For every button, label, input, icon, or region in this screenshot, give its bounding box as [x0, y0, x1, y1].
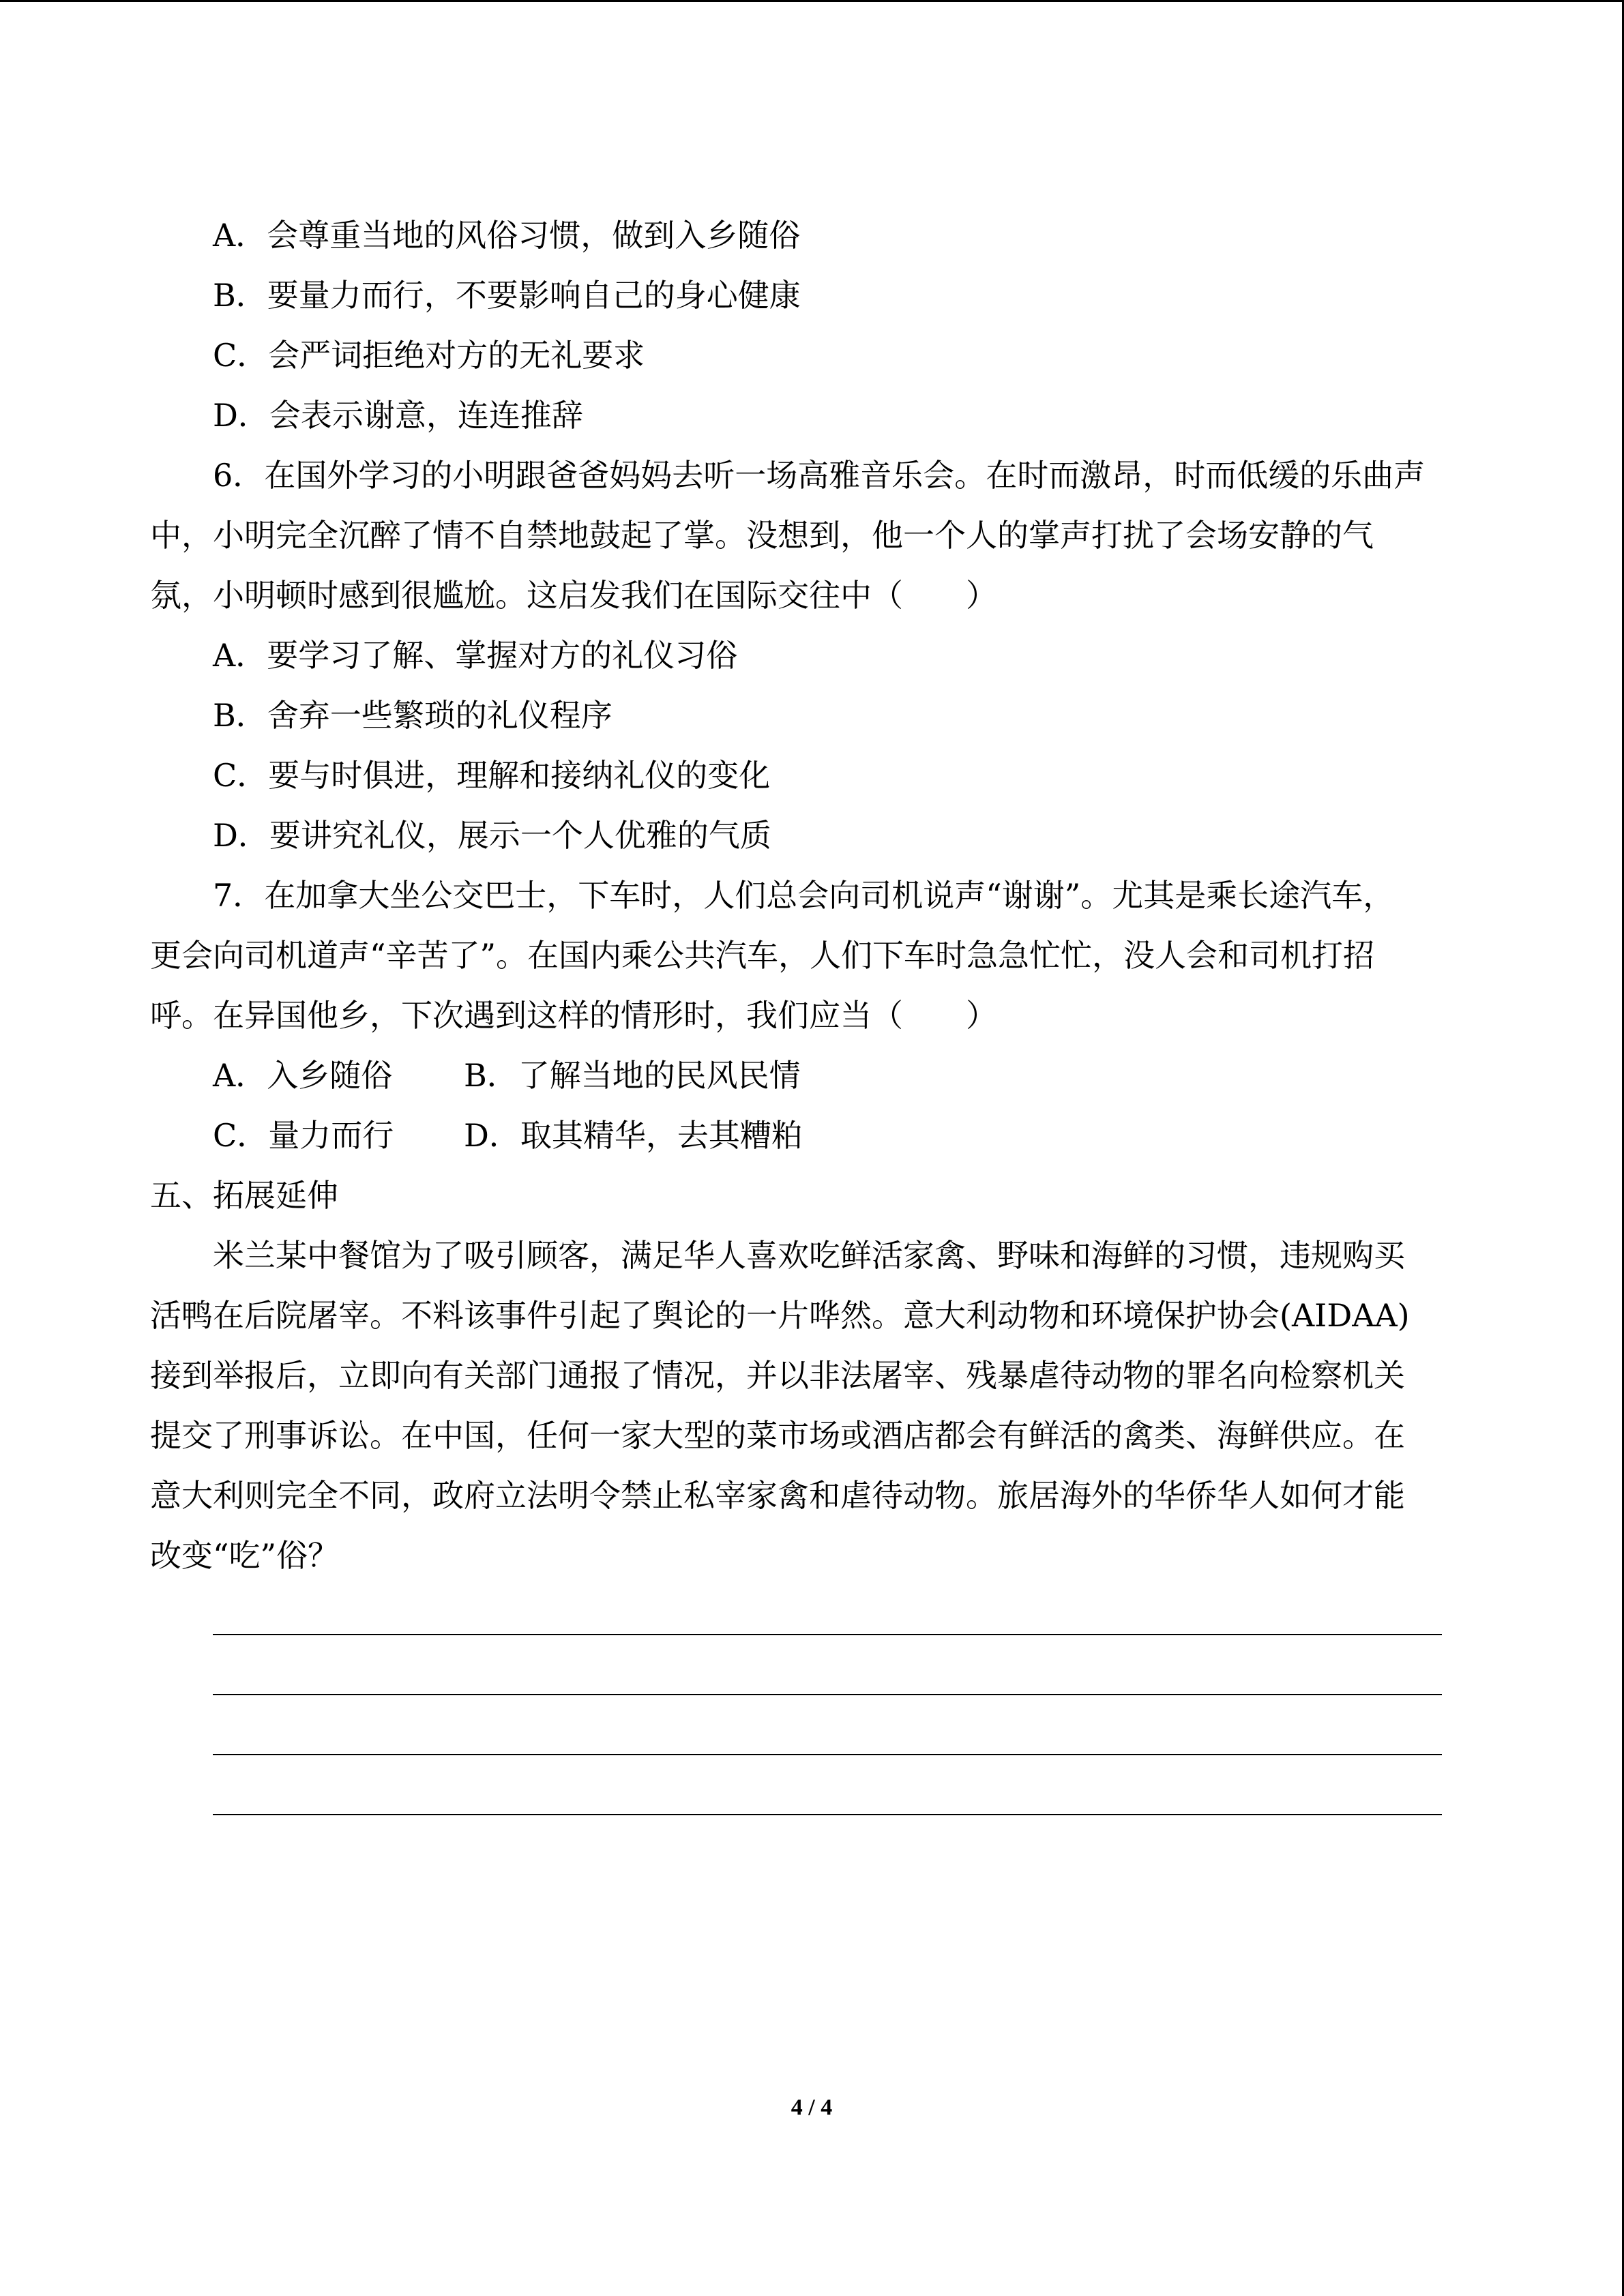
q6-option-d: D．要讲究礼仪，展示一个人优雅的气质: [213, 817, 771, 854]
q5-option-d: D．会表示谢意，连连推辞: [213, 397, 583, 434]
q5-option-b: B．要量力而行，不要影响自己的身心健康: [213, 277, 801, 314]
answer-line-3[interactable]: [213, 1754, 1442, 1755]
section5-line-2: 活鸭在后院屠宰。不料该事件引起了舆论的一片哗然。意大利动物和环境保护协会(AIDAA): [150, 1297, 1410, 1334]
q6-stem-line-2: 中，小明完全沉醉了情不自禁地鼓起了掌。没想到，他一个人的掌声打扰了会场安静的气: [150, 517, 1374, 554]
q7-stem-line-1: 7．在加拿大坐公交巴士，下车时，人们总会向司机说声“谢谢”。尤其是乘长途汽车，: [213, 877, 1395, 914]
page-number: 4 / 4: [791, 2095, 833, 2120]
page-frame-top: [0, 0, 1624, 2]
section-heading: 五、拓展延伸: [150, 1177, 338, 1214]
answer-line-1[interactable]: [213, 1634, 1442, 1635]
q7-option-a: A．入乡随俗: [213, 1057, 393, 1094]
q6-option-a: A．要学习了解、掌握对方的礼仪习俗: [213, 637, 738, 674]
q5-option-a: A．会尊重当地的风俗习惯，做到入乡随俗: [213, 217, 801, 254]
q6-stem-line-1: 6．在国外学习的小明跟爸爸妈妈去听一场高雅音乐会。在时而激昂，时而低缓的乐曲声: [213, 457, 1426, 494]
answer-line-2[interactable]: [213, 1694, 1442, 1695]
q7-option-d: D．取其精华，去其糟粕: [464, 1117, 803, 1154]
q6-stem-line-3: 氛，小明顿时感到很尴尬。这启发我们在国际交往中（ ）: [150, 577, 997, 614]
q7-stem-line-2: 更会向司机道声“辛苦了”。在国内乘公共汽车，人们下车时急急忙忙，没人会和司机打招: [150, 937, 1375, 974]
q6-option-b: B．舍弃一些繁琐的礼仪程序: [213, 697, 612, 734]
q7-option-b: B．了解当地的民风民情: [464, 1057, 801, 1094]
section5-line-5: 意大利则完全不同，政府立法明令禁止私宰家禽和虐待动物。旅居海外的华侨华人如何才能: [150, 1477, 1405, 1514]
q6-option-c: C．要与时俱进，理解和接纳礼仪的变化: [213, 757, 771, 794]
section5-line-4: 提交了刑事诉讼。在中国，任何一家大型的菜市场或酒店都会有鲜活的禽类、海鲜供应。在: [150, 1417, 1405, 1454]
answer-line-4[interactable]: [213, 1814, 1442, 1815]
section5-line-1: 米兰某中餐馆为了吸引顾客，满足华人喜欢吃鲜活家禽、野味和海鲜的习惯，违规购买: [213, 1237, 1405, 1274]
section5-line-3: 接到举报后，立即向有关部门通报了情况，并以非法屠宰、残暴虐待动物的罪名向检察机关: [150, 1357, 1405, 1394]
section5-line-6: 改变“吃”俗？: [150, 1537, 340, 1574]
q7-stem-line-3: 呼。在异国他乡，下次遇到这样的情形时，我们应当（ ）: [150, 997, 997, 1034]
q7-option-c: C．量力而行: [213, 1117, 394, 1154]
q5-option-c: C．会严词拒绝对方的无礼要求: [213, 337, 645, 374]
